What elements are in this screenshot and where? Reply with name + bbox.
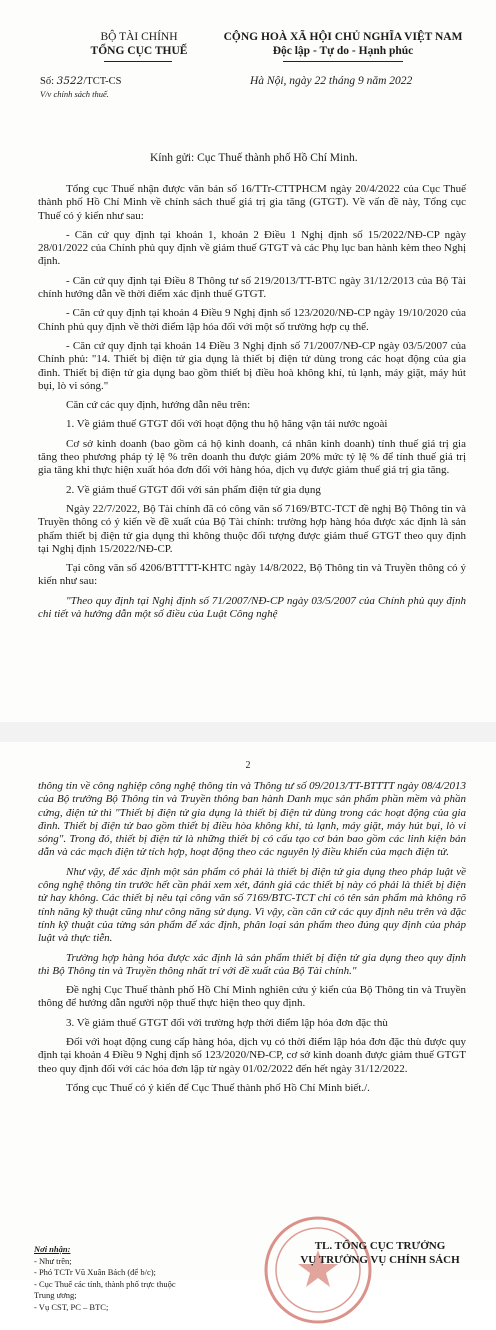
recipients-block	[34, 1244, 176, 1313]
recipient-item: - Phó TCTr Vũ Xuân Bách (để b/c);	[34, 1267, 156, 1277]
signer-authority: TL. TỔNG CỤC TRƯỞNG	[314, 1240, 446, 1252]
org-underline	[104, 61, 172, 62]
motto: Độc lập - Tự do - Hạnh phúc	[272, 45, 414, 57]
paragraph: Căn cứ các quy định, hướng dẫn nêu trên:	[66, 399, 251, 412]
doc-number-prefix: Số:	[40, 76, 55, 87]
doc-number-suffix: /TCT-CS	[83, 76, 122, 87]
salutation: Kính gửi: Cục Thuế thành phố Hồ Chí Minh.	[150, 152, 358, 164]
paragraph: Tổng cục Thuế nhận được văn bản số 16/TTr-CTTPHCM ngày 20/4/2022 của Cục Thuế thành phố Hồ Chí Minh về chính sách thuế giá trị gia tăng (GTGT). Về vấn đề này, Tổng cục Thuế có ý kiến như sau:	[38, 183, 466, 222]
signer-title: VỤ TRƯỞNG VỤ CHÍNH SÁCH	[300, 1253, 460, 1266]
paragraph: Tổng cục Thuế có ý kiến để Cục Thuế thành phố Hồ Chí Minh biết./.	[66, 1081, 370, 1094]
date-month: 9	[357, 75, 364, 87]
page-number: 2	[245, 760, 251, 771]
signature-block	[300, 1240, 460, 1267]
recipient-item: - Như trên;	[34, 1255, 72, 1266]
body-text-page-1	[38, 183, 466, 627]
paragraph: - Căn cứ quy định tại khoản 4 Điều 9 Nghị định số 123/2020/NĐ-CP ngày 19/10/2020 của Chính phủ quy định về thời điểm lập hóa đối với một số trường hợp cụ thể.	[38, 307, 466, 333]
paragraph: Đối với hoạt động cung cấp hàng hóa, dịch vụ có thời điểm lập hóa đơn đặc thù được quy định tại khoản 4 Điều 9 Nghị định số 123/2020/NĐ-CP, cơ sở kinh doanh được giảm thuế GTGT theo quy định đối với các hóa đơn lập từ ngày 01/02/2022 đến hết ngày 31/12/2022.	[38, 1036, 466, 1075]
recipients-title: Nơi nhận:	[34, 1244, 71, 1254]
paragraph: Đề nghị Cục Thuế thành phố Hồ Chí Minh nghiên cứu ý kiến của Bộ Thông tin và Truyền thông để hướng dẫn người nộp thuế thực hiện theo quy định.	[38, 984, 466, 1010]
department-name: TỔNG CỤC THUẾ	[90, 45, 188, 57]
paragraph: - Căn cứ quy định tại khoản 14 Điều 3 Nghị định số 71/2007/NĐ-CP ngày 03/5/2007 của Chính phủ: "14. Thiết bị điện tử gia dụng là thiết bị điện tử dùng trong các hoạt động của gia đình. Thiết bị điện tử gia dụng bao gồm thiết bị điều hoà không khí, tủ lạnh, máy giặt, máy hút bụi, lò vi sóng."	[38, 339, 466, 392]
body-text-page-2	[38, 780, 466, 1101]
date-day: 22	[314, 75, 327, 87]
section-heading: 1. Về giảm thuế GTGT đối với hoạt động thu hộ hãng vận tải nước ngoài	[66, 418, 388, 431]
recipient-item: - Vụ CST, PC – BTC;	[34, 1301, 109, 1312]
ministry-name: BỘ TÀI CHÍNH	[100, 31, 178, 43]
quoted-paragraph: Như vậy, để xác định một sản phẩm có phải là thiết bị điện tử gia dụng theo pháp luật về công nghệ thông tin trước hết cần phải xem xét, đánh giá các thiết bị này có phải là thiết bị điện tử hay không. Các thiết bị nêu tại công văn số 7169/BTC-TCT chỉ có tên sản phẩm mà không rõ tính năng kỹ thuật cũng như công năng sử dụng. Vì vậy, cần căn cứ các quy định nêu trên và đặc tính kỹ thuật của từng sản phẩm để xác định, phân loại sản phẩm theo đúng quy định của pháp luật và thực tiễn.	[38, 865, 466, 945]
section-heading: 2. Về giảm thuế GTGT đối với sản phẩm điện tử gia dụng	[66, 483, 321, 496]
document-subject: V/v chính sách thuế.	[40, 89, 109, 99]
paragraph: - Căn cứ quy định tại khoản 1, khoản 2 Điều 1 Nghị định số 15/2022/NĐ-CP ngày 28/01/2022 của Chính phủ quy định về giảm thuế GTGT và các Phụ lục ban hành kèm theo Nghị định.	[38, 228, 466, 268]
paragraph: Tại công văn số 4206/BTTTT-KHTC ngày 14/8/2022, Bộ Thông tin và Truyền thông có ý kiến như sau:	[38, 562, 466, 588]
paragraph: - Căn cứ quy định tại Điều 8 Thông tư số 219/2013/TT-BTC ngày 31/12/2013 của Bộ Tài chính hướng dẫn về thời điểm xác định thuế GTGT.	[38, 274, 466, 301]
recipient-item: Trung ương;	[34, 1290, 77, 1300]
document-page-2	[0, 742, 496, 1312]
page-separator	[0, 722, 496, 742]
section-heading: 3. Về giảm thuế GTGT đối với trường hợp thời điểm lập hóa đơn đặc thù	[66, 1016, 388, 1029]
paragraph: Ngày 22/7/2022, Bộ Tài chính đã có công văn số 7169/BTC-TCT đề nghị Bộ Thông tin và Truyền thông có ý kiến về đề xuất của Bộ Tài chính: trường hợp hàng hóa được xác định là sản phẩm thiết bị điện tử gia dụng thì không thuộc đối tượng được giảm thuế GTGT theo quy định tại Nghị định 15/2022/NĐ-CP.	[38, 502, 466, 555]
date-prefix: Hà Nội, ngày	[250, 75, 312, 87]
nation-name: CỘNG HOÀ XÃ HỘI CHỦ NGHĨA VIỆT NAM	[223, 31, 463, 43]
paragraph: Cơ sở kinh doanh (bao gồm cả hộ kinh doanh, cá nhân kinh doanh) tính thuế giá trị gia tăng theo phương pháp tỷ lệ % trên doanh thu được giảm 20% mức tỷ lệ % để tính thuế giá trị gia tăng khi thực hiện xuất hóa đơn đối với hàng hóa, dịch vụ được giảm thuế giá trị gia tăng.	[38, 437, 466, 477]
date-year: năm 2022	[366, 75, 413, 87]
quoted-paragraph: thông tin về công nghiệp công nghệ thông tin và Thông tư số 09/2013/TT-BTTTT ngày 08/4/2013 của Bộ trưởng Bộ Thông tin và Truyền thông ban hành Danh mục sản phẩm phần mềm và phần cứng, điện tử thì "Thiết bị điện tử gia dụng là thiết bị điện tử dùng trong các hoạt động của gia đình. Thiết bị điện tử bao gồm thiết bị điều hòa không khí, tủ lạnh, máy giặt, máy hút bụi, lò vi sóng". Trong đó, thiết bị điện tử là những thiết bị có cấu tạo cơ bản bao gồm các linh kiện bán dẫn và các mạch điện tử tích hợp, hoạt động theo các nguyên lý điều khiển của mạch điện tử.	[38, 780, 466, 859]
quoted-paragraph: "Theo quy định tại Nghị định số 71/2007/NĐ-CP ngày 03/5/2007 của Chính phủ quy định chi tiết và hướng dẫn một số điều của Luật Công nghệ	[38, 594, 466, 621]
document-number	[40, 75, 122, 87]
doc-number-handwritten: 3522	[56, 75, 84, 87]
issuing-organization	[64, 30, 214, 58]
document-date	[250, 75, 412, 87]
motto-underline	[283, 61, 403, 62]
date-month-label: tháng	[328, 75, 356, 87]
national-motto	[208, 30, 478, 58]
recipient-item: - Cục Thuế các tỉnh, thành phố trực thuộc	[34, 1278, 176, 1289]
quoted-paragraph: Trường hợp hàng hóa được xác định là sản phẩm thiết bị điện tử gia dụng theo quy định thì Bộ Thông tin và Truyền thông nhất trí với đề xuất của Bộ Tài chính."	[38, 951, 466, 977]
official-seal-icon	[258, 1210, 378, 1330]
